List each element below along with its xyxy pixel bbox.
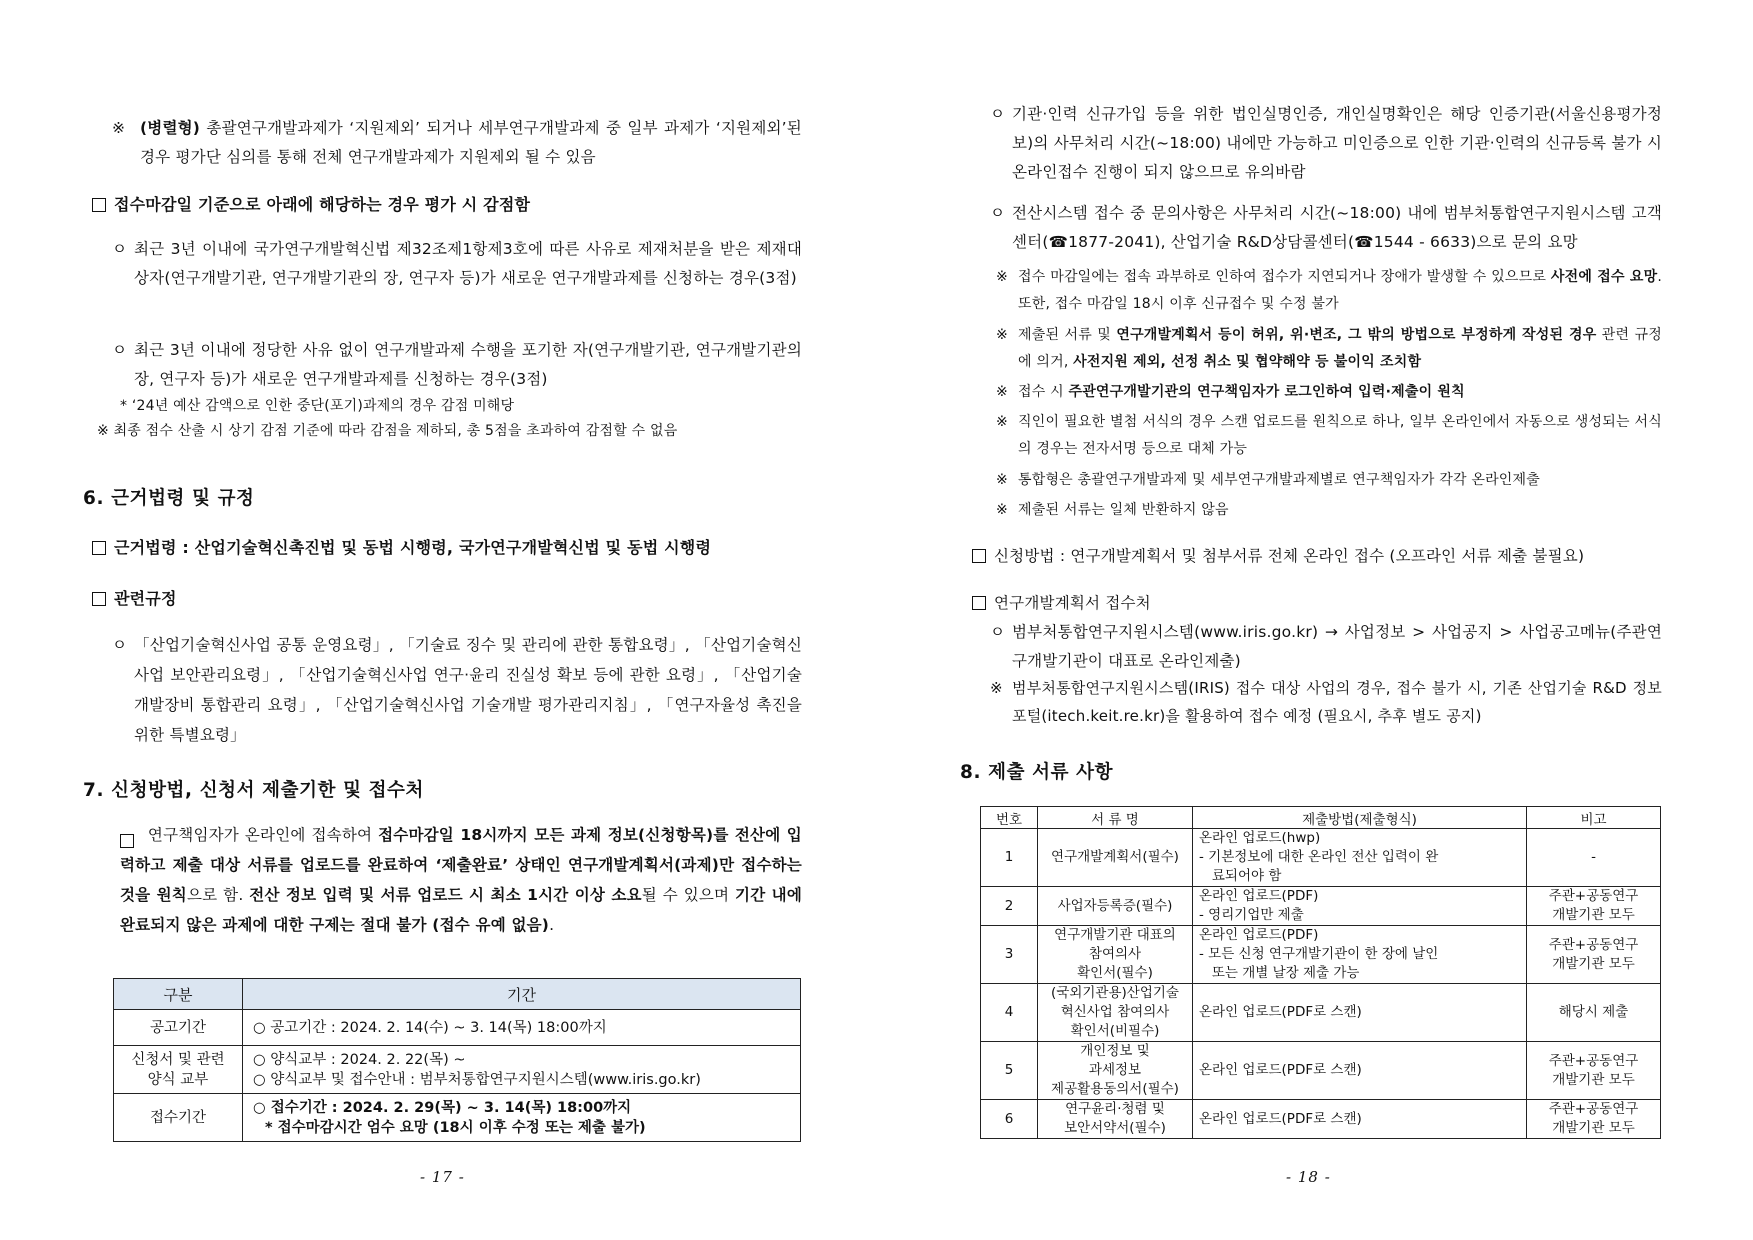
submission-method: 온라인 업로드(PDF로 스캔): [1193, 1042, 1527, 1100]
circle-bullet-icon: ㅇ: [990, 623, 1006, 641]
submission-method: 온라인 업로드(PDF로 스캔): [1193, 984, 1527, 1042]
table-header-cell: 제출방법(제출형식): [1193, 807, 1527, 829]
remark: 해당시 제출: [1527, 984, 1661, 1042]
submission-method: 온라인 업로드(PDF) - 모든 신청 연구개발기관이 한 장에 날인 또는 개별 날장 제출 가능: [1193, 926, 1527, 984]
circle-bullet-icon: ㅇ: [112, 240, 128, 258]
receipt-item: ㅇ 범부처통합연구지원시스템(www.iris.go.kr) → 사업정보 > 사업공지 > 사업공고메뉴(주관연구개발기관이 대표로 온라인제출): [990, 618, 1662, 676]
submission-method: 온라인 업로드(PDF로 스캔): [1193, 1100, 1527, 1139]
remark: 주관+공동연구 개발기관 모두: [1527, 887, 1661, 926]
table-header-row: [981, 807, 1661, 829]
apply-method-paragraph: 연구책임자가 온라인에 접속하여 접수마감일 18시까지 모든 과제 정보(신청항목)를 전산에 입력하고 제출 대상 서류를 업로드를 완료하여 ‘제출완료’ 상태인 연구개발계획서(과제)만 접수하는 것을 원칙으로 함. 전산 정보 입력 및 서류 업로드 시 최소 1시간 이상 소요될 수 있으며 기간 내에 완료되지 않은 과제에 대한 구제는 절대 불가 (접수 유예 없음).: [120, 826, 803, 934]
checkbox-square-icon: [92, 198, 106, 212]
circle-bullet-icon: ㅇ: [990, 204, 1006, 222]
deduction-heading: 접수마감일 기준으로 아래에 해당하는 경우 평가 시 감점함: [92, 190, 802, 219]
table-row: [114, 1094, 801, 1142]
right-item-1: ㅇ 기관·인력 신규가입 등을 위한 법인실명인증, 개인실명확인은 해당 인증기관(서울신용평가정보)의 사무처리 시간(~18:00) 내에만 가능하고 미인증으로 인한 기관·인력의 신규등록 불가 시 온라인접수 진행이 되지 않으므로 유의바람: [990, 100, 1662, 187]
submission-method: 온라인 업로드(hwp) - 기본정보에 대한 온라인 전산 입력이 완 료되어야 함: [1193, 829, 1527, 887]
deduction-star-note: * ‘24년 예산 감액으로 인한 중단(포기)과제의 경우 감점 미해당: [120, 398, 515, 414]
section-8-title: 8. 제출 서류 사항: [960, 762, 1114, 783]
deduction-item-1: ㅇ 최근 3년 이내에 국가연구개발혁신법 제32조제1항제3호에 따른 사유로 제재처분을 받은 제재대상자(연구개발기관, 연구개발기관의 장, 연구자 등)가 새로운 연구개발과제를 신청하는 경우(3점): [112, 235, 802, 293]
documents-table: [980, 806, 1661, 1139]
row-number: 6: [981, 1100, 1038, 1139]
row-number: 2: [981, 887, 1038, 926]
table-row: [114, 1046, 801, 1094]
row-label: 신청서 및 관련 양식 교부: [114, 1046, 243, 1094]
deduction-limit-note: ※ 최종 점수 산출 시 상기 감점 기준에 따라 감점을 제하되, 총 5점을 초과하여 감점할 수 없음: [97, 423, 678, 439]
document-name: 연구개발기관 대표의 참여의사 확인서(필수): [1038, 926, 1193, 984]
document-name: 연구윤리·청렴 및 보안서약서(필수): [1038, 1100, 1193, 1139]
row-label: 접수기간: [114, 1094, 243, 1142]
section-7-title: 7. 신청방법, 신청서 제출기한 및 접수처: [83, 780, 424, 801]
table-row: [981, 1100, 1661, 1139]
checkbox-square-icon: [120, 834, 134, 848]
receipt-heading: 연구개발계획서 접수처: [972, 589, 1662, 618]
table-row: [981, 829, 1661, 887]
circle-bullet-icon: ㅇ: [990, 105, 1006, 123]
note-3: ※ 접수 시 주관연구개발기관의 연구책임자가 로그인하여 입력·제출이 원칙: [996, 384, 1465, 400]
remark: 주관+공동연구 개발기관 모두: [1527, 926, 1661, 984]
circle-bullet-icon: ㅇ: [112, 636, 128, 654]
deduction-item-2: ㅇ 최근 3년 이내에 정당한 사유 없이 연구개발과제 수행을 포기한 자(연구개발기관, 연구개발기관의 장, 연구자 등)가 새로운 연구개발과제를 신청하는 경우(3점): [112, 336, 802, 394]
note-1: ※ 접수 마감일에는 접속 과부하로 인하여 접수가 지연되거나 장애가 발생할 수 있으므로 사전에 접수 요망. 또한, 접수 마감일 18시 이후 신규접수 및 수정 불가: [996, 269, 1662, 312]
page-number: - 17 -: [420, 1168, 465, 1186]
table-row: [981, 926, 1661, 984]
table-header-row: [114, 979, 801, 1010]
table-header-cell: 번호: [981, 807, 1038, 829]
note-6: ※ 제출된 서류는 일체 반환하지 않음: [996, 502, 1229, 518]
schedule-table: [113, 978, 801, 1142]
document-name: 연구개발계획서(필수): [1038, 829, 1193, 887]
submission-method: 온라인 업로드(PDF) - 영리기업만 제출: [1193, 887, 1527, 926]
remark: 주관+공동연구 개발기관 모두: [1527, 1042, 1661, 1100]
row-number: 3: [981, 926, 1038, 984]
table-header-cell: 비고: [1527, 807, 1661, 829]
section-6-title: 6. 근거법령 및 규정: [83, 488, 255, 509]
row-value: ○ 공고기간 : 2024. 2. 14(수) ~ 3. 14(목) 18:00까지: [243, 1010, 801, 1046]
note-5: ※ 통합형은 총괄연구개발과제 및 세부연구개발과제별로 연구책임자가 각각 온라인제출: [996, 472, 1540, 488]
apply-method: 신청방법 : 연구개발계획서 및 첨부서류 전체 온라인 접수 (오프라인 서류 제출 불필요): [972, 542, 1662, 571]
row-number: 1: [981, 829, 1038, 887]
circle-bullet-icon: ㅇ: [112, 341, 128, 359]
row-label: 공고기간: [114, 1010, 243, 1046]
note-2: ※ 제출된 서류 및 연구개발계획서 등이 허위, 위·변조, 그 밖의 방법으로 부정하게 작성된 경우 관련 규정에 의거, 사전지원 제외, 선정 취소 및 협약해약 등 불이익 조치함: [996, 327, 1662, 370]
receipt-note: ※ 범부처통합연구지원시스템(IRIS) 접수 대상 사업의 경우, 접수 불가 시, 기존 산업기술 R&D 정보포털(itech.keit.re.kr)을 활용하여 접수 예정 (필요시, 추후 별도 공지): [990, 679, 1662, 725]
document-name: 사업자등록증(필수): [1038, 887, 1193, 926]
related-rules-list: ㅇ 「산업기술혁신사업 공통 운영요령」, 「기술료 징수 및 관리에 관한 통합요령」, 「산업기술혁신사업 보안관리요령」, 「산업기술혁신사업 연구·윤리 진실성 확보 등에 관한 요령」, 「산업기술개발장비 통합관리 요령」, 「산업기술혁신사업 기술개발 평가관리지침」, 「연구자율성 촉진을 위한 특별요령」: [112, 630, 802, 750]
table-row: [114, 1010, 801, 1046]
table-row: [981, 887, 1661, 926]
note-parallel: ※ (병렬형) 총괄연구개발과제가 ‘지원제외’ 되거나 세부연구개발과제 중 일부 과제가 ‘지원제외’된 경우 평가단 심의를 통해 전체 연구개발과제가 지원제외 될 수 있음: [112, 119, 802, 166]
table-header-cell: 구분: [114, 979, 243, 1010]
row-number: 4: [981, 984, 1038, 1042]
right-item-2: ㅇ 전산시스템 접수 중 문의사항은 사무처리 시간(~18:00) 내에 범부처통합연구지원시스템 고객센터(☎1877-2041), 산업기술 R&D상담콜센터(☎1544 - 6633)으로 문의 요망: [990, 199, 1662, 257]
row-value: ○ 접수기간 : 2024. 2. 29(목) ~ 3. 14(목) 18:00까지 * 접수마감시간 엄수 요망 (18시 이후 수정 또는 제출 불가): [243, 1094, 801, 1142]
page-17: [0, 0, 876, 1240]
checkbox-square-icon: [92, 541, 106, 555]
document-name: (국외기관용)산업기술 혁신사업 참여의사 확인서(비필수): [1038, 984, 1193, 1042]
documents-table-body: [981, 829, 1661, 1139]
row-value: ○ 양식교부 : 2024. 2. 22(목) ~ ○ 양식교부 및 접수안내 : 범부처통합연구지원시스템(www.iris.go.kr): [243, 1046, 801, 1094]
checkbox-square-icon: [972, 549, 986, 563]
note-parallel-text: 총괄연구개발과제가 ‘지원제외’ 되거나 세부연구개발과제 중 일부 과제가 ‘지원제외’된 경우 평가단 심의를 통해 전체 연구개발과제가 지원제외 될 수 있음: [140, 119, 802, 166]
table-header-cell: 기간: [243, 979, 801, 1010]
table-row: [981, 984, 1661, 1042]
legal-basis: 근거법령 : 산업기술혁신촉진법 및 동법 시행령, 국가연구개발혁신법 및 동법 시행령: [92, 533, 802, 562]
note-4: ※ 직인이 필요한 별첨 서식의 경우 스캔 업로드를 원칙으로 하나, 일부 온라인에서 자동으로 생성되는 서식의 경우는 전자서명 등으로 대체 가능: [996, 414, 1662, 457]
row-number: 5: [981, 1042, 1038, 1100]
table-row: [981, 1042, 1661, 1100]
remark: 주관+공동연구 개발기관 모두: [1527, 1100, 1661, 1139]
page-number: - 18 -: [1286, 1168, 1331, 1186]
remark: -: [1527, 829, 1661, 887]
checkbox-square-icon: [92, 592, 106, 606]
checkbox-square-icon: [972, 596, 986, 610]
related-rules-heading: 관련규정: [92, 584, 802, 613]
table-header-cell: 서 류 명: [1038, 807, 1193, 829]
document-name: 개인정보 및 과세정보 제공활용동의서(필수): [1038, 1042, 1193, 1100]
